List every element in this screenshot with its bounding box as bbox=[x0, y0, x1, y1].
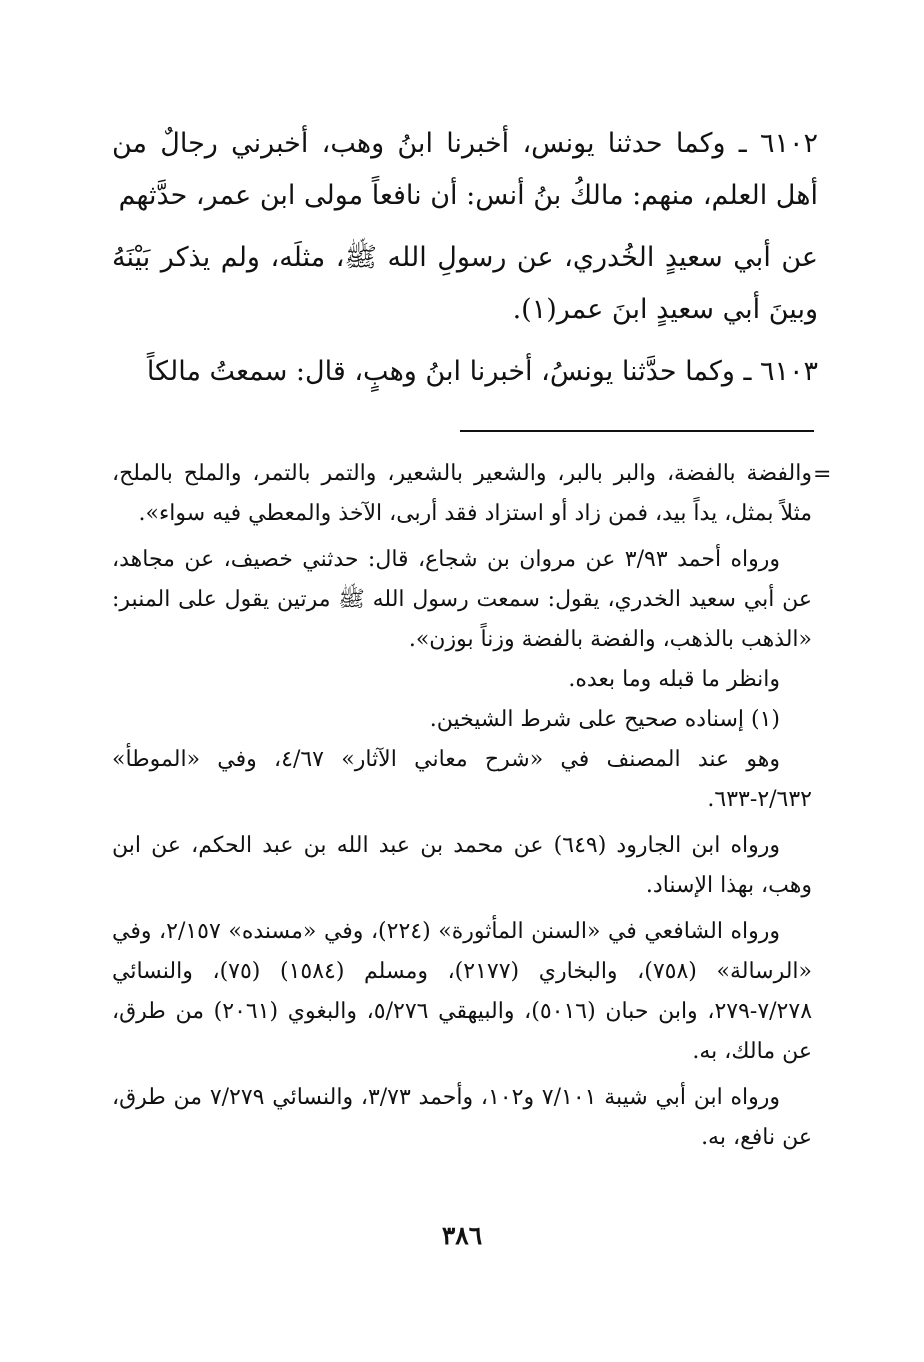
hadith-6102: ٦١٠٢ ـ وكما حدثنا يونس، أخبرنا ابنُ وهب، أخبرني رجالٌ من أهل العلم، منهم: مالكُ بنُ أنس: أن نافعاً مولى ابن عمر، حدَّثهم bbox=[112, 128, 818, 211]
footnote-paragraph: ورواه أحمد ٣/٩٣ عن مروان بن شجاع، قال: حدثني خصيف، عن مجاهد، عن أبي سعيد الخدري، يقول: سمعت رسول الله ﷺ مرتين يقول على المنبر: «الذهب بالذهب، والفضة بالفضة وزناً بوزن». bbox=[112, 547, 812, 652]
footnote-paragraph: ورواه ابن أبي شيبة ٧/١٠١ و١٠٢، وأحمد ٣/٧٣، والنسائي ٧/٢٧٩ من طرق، عن نافع، به. bbox=[112, 1085, 812, 1150]
footnote-separator bbox=[460, 430, 814, 432]
footnote-continuation-mark: = bbox=[813, 462, 832, 487]
footnote-paragraph: وهو عند المصنف في «شرح معاني الآثار» ٤/٦٧، وفي «الموطأ» ٢/٦٣٢-٦٣٣. bbox=[112, 747, 812, 812]
footnote-1: (١) إسناده صحيح على شرط الشيخين. bbox=[429, 707, 780, 732]
footnote-paragraph: والفضة بالفضة، والبر بالبر، والشعير بالشعير، والتمر بالتمر، والملح بالملح، مثلاً بمثل، يداً بيد، فمن زاد أو استزاد فقد أربى، الآخذ والمعطي فيه سواء». bbox=[112, 461, 812, 526]
page-number: ٣٨٦ bbox=[441, 1221, 483, 1250]
footnotes bbox=[112, 454, 812, 1158]
footnote-paragraph: ورواه الشافعي في «السنن المأثورة» (٢٢٤)، وفي «مسنده» ٢/١٥٧، وفي «الرسالة» (٧٥٨)، والبخاري (٢١٧٧)، ومسلم (١٥٨٤) (٧٥)، والنسائي ٧/٢٧٨-٢٧٩، وابن حبان (٥٠١٦)، والبيهقي ٥/٢٧٦، والبغوي (٢٠٦١) من طرق، عن مالك، به. bbox=[112, 919, 813, 1064]
footnote-paragraph: وانظر ما قبله وما بعده. bbox=[568, 667, 780, 692]
hadith-6103: ٦١٠٣ ـ وكما حدَّثنا يونسُ، أخبرنا ابنُ وهبٍ، قال: سمعتُ مالكاً bbox=[146, 356, 818, 387]
hadith-6102-continued: عن أبي سعيدٍ الخُدري، عن رسولِ الله ﷺ، مثلَه، ولم يذكر بَيْنَهُ وبينَ أبي سعيدٍ ابنَ عمر(١). bbox=[112, 242, 818, 325]
main-text bbox=[112, 118, 818, 398]
footnote-paragraph: ورواه ابن الجارود (٦٤٩) عن محمد بن عبد الله بن عبد الحكم، عن ابن وهب، بهذا الإسناد. bbox=[112, 833, 812, 898]
